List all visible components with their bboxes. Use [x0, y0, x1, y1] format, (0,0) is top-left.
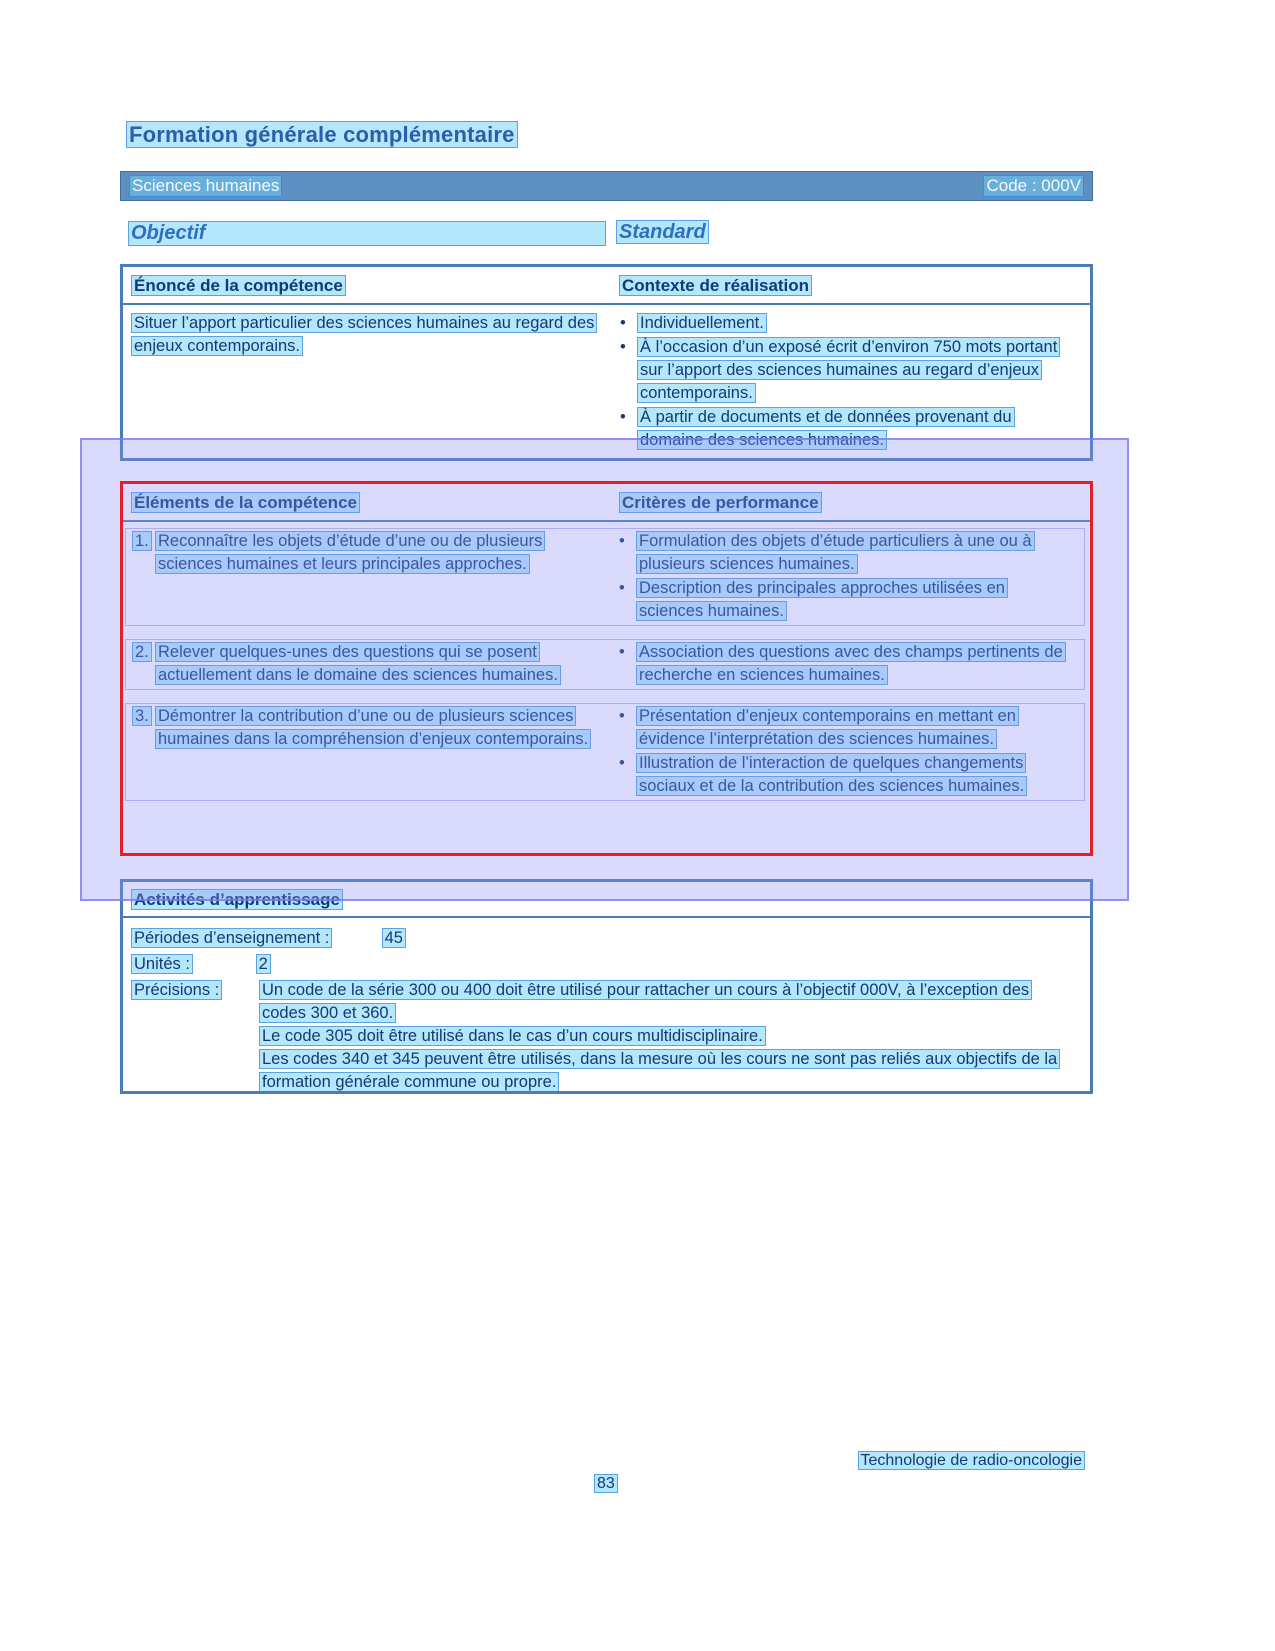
row-number: 2.	[125, 641, 155, 688]
header-elements: Éléments de la compétence	[123, 491, 611, 514]
context-item-text: Individuellement.	[637, 312, 1090, 335]
precisions-paragraph: Un code de la série 300 ou 400 doit être utilisé pour rattacher un cours à l’objectif 000V, à l’exception des codes 300 et 360.	[259, 979, 1076, 1025]
bullet-icon: •	[619, 754, 625, 772]
competence-table-body	[123, 305, 1090, 453]
footer-program: Technologie de radio-oncologie	[858, 1452, 1086, 1470]
element-text: Reconnaître les objets d’étude d’une ou de plusieurs sciences humaines et leurs principales approches.	[155, 530, 598, 624]
row-number: 1.	[125, 530, 155, 624]
table-row	[125, 528, 1085, 626]
competence-table-header	[123, 267, 1090, 305]
list-item	[611, 312, 1090, 335]
criteria-cell	[610, 705, 1085, 799]
precisions-label: Précisions :	[131, 979, 259, 1094]
criteria-list	[610, 530, 1085, 623]
activities-box	[120, 879, 1093, 1094]
list-item	[610, 530, 1085, 576]
elements-table	[120, 481, 1093, 856]
bullet-icon: •	[619, 643, 625, 661]
element-text: Relever quelques-unes des questions qui se posent actuellement dans le domaine des sciences humaines.	[155, 641, 598, 688]
periods-label: Périodes d’enseignement :	[131, 927, 377, 950]
bullet-icon: •	[620, 338, 626, 356]
bullet-icon: •	[620, 314, 626, 332]
precisions-text	[259, 979, 1082, 1094]
units-value: 2	[256, 954, 271, 974]
criteria-text: Formulation des objets d’étude particuliers à une ou à plusieurs sciences humaines.	[636, 530, 1085, 576]
periods-row	[131, 927, 1082, 950]
bullet-icon: •	[619, 532, 625, 550]
page-title-text: Formation générale complémentaire	[126, 121, 518, 148]
list-item	[611, 336, 1090, 405]
table-row	[125, 703, 1085, 801]
bullet-icon: •	[619, 579, 625, 597]
context-list	[611, 312, 1090, 452]
periods-value: 45	[382, 928, 406, 948]
element-cell	[125, 641, 610, 688]
list-item	[610, 641, 1085, 687]
program-banner	[120, 171, 1093, 201]
criteria-cell	[610, 641, 1085, 688]
element-cell	[125, 530, 610, 624]
heading-objectif: Objectif	[128, 221, 606, 246]
precisions-row	[131, 979, 1082, 1094]
page-title	[126, 122, 518, 148]
heading-standard: Standard	[616, 221, 709, 244]
elements-rows	[123, 522, 1090, 801]
header-criteres: Critères de performance	[611, 491, 1090, 514]
header-enonce: Énoncé de la compétence	[123, 274, 611, 297]
units-row	[131, 953, 1082, 976]
precisions-paragraph: Les codes 340 et 345 peuvent être utilisés, dans la mesure où les cours ne sont pas reliés aux objectifs de la formation générale commune ou propre.	[259, 1048, 1076, 1094]
list-item	[610, 577, 1085, 623]
program-code: Code : 000V	[983, 175, 1084, 197]
competence-table	[120, 264, 1093, 461]
list-item	[610, 752, 1085, 798]
criteria-list	[610, 705, 1085, 798]
activities-body	[123, 918, 1090, 1094]
element-text: Démontrer la contribution d’une ou de plusieurs sciences humaines dans la compréhension d’enjeux contemporains.	[155, 705, 598, 799]
list-item	[610, 705, 1085, 751]
bullet-icon: •	[620, 408, 626, 426]
table-row	[125, 639, 1085, 690]
criteria-text: Association des questions avec des champs pertinents de recherche en sciences humaines.	[636, 641, 1085, 687]
context-list-cell	[611, 312, 1090, 453]
units-label: Unités :	[131, 953, 251, 976]
competence-statement: Situer l’apport particulier des sciences humaines au regard des enjeux contemporains.	[123, 312, 611, 453]
criteria-text: Illustration de l’interaction de quelques changements sociaux et de la contribution des sciences humaines.	[636, 752, 1085, 798]
page-number: 83	[594, 1475, 618, 1493]
criteria-list	[610, 641, 1085, 687]
element-cell	[125, 705, 610, 799]
activities-title: Activités d’apprentissage	[123, 882, 1090, 918]
criteria-text: Présentation d’enjeux contemporains en mettant en évidence l’interprétation des sciences humaines.	[636, 705, 1085, 751]
criteria-cell	[610, 530, 1085, 624]
row-number: 3.	[125, 705, 155, 799]
criteria-text: Description des principales approches utilisées en sciences humaines.	[636, 577, 1085, 623]
list-item	[611, 406, 1090, 452]
bullet-icon: •	[619, 707, 625, 725]
context-item-text: À l’occasion d’un exposé écrit d’environ 750 mots portant sur l’apport des sciences humaines au regard d’enjeux contemporains.	[637, 336, 1090, 405]
context-item-text: À partir de documents et de données provenant du domaine des sciences humaines.	[637, 406, 1090, 452]
elements-table-header	[123, 484, 1090, 522]
precisions-paragraph: Le code 305 doit être utilisé dans le cas d’un cours multidisciplinaire.	[259, 1025, 1076, 1048]
header-contexte: Contexte de réalisation	[611, 274, 1090, 297]
program-name: Sciences humaines	[129, 175, 282, 197]
